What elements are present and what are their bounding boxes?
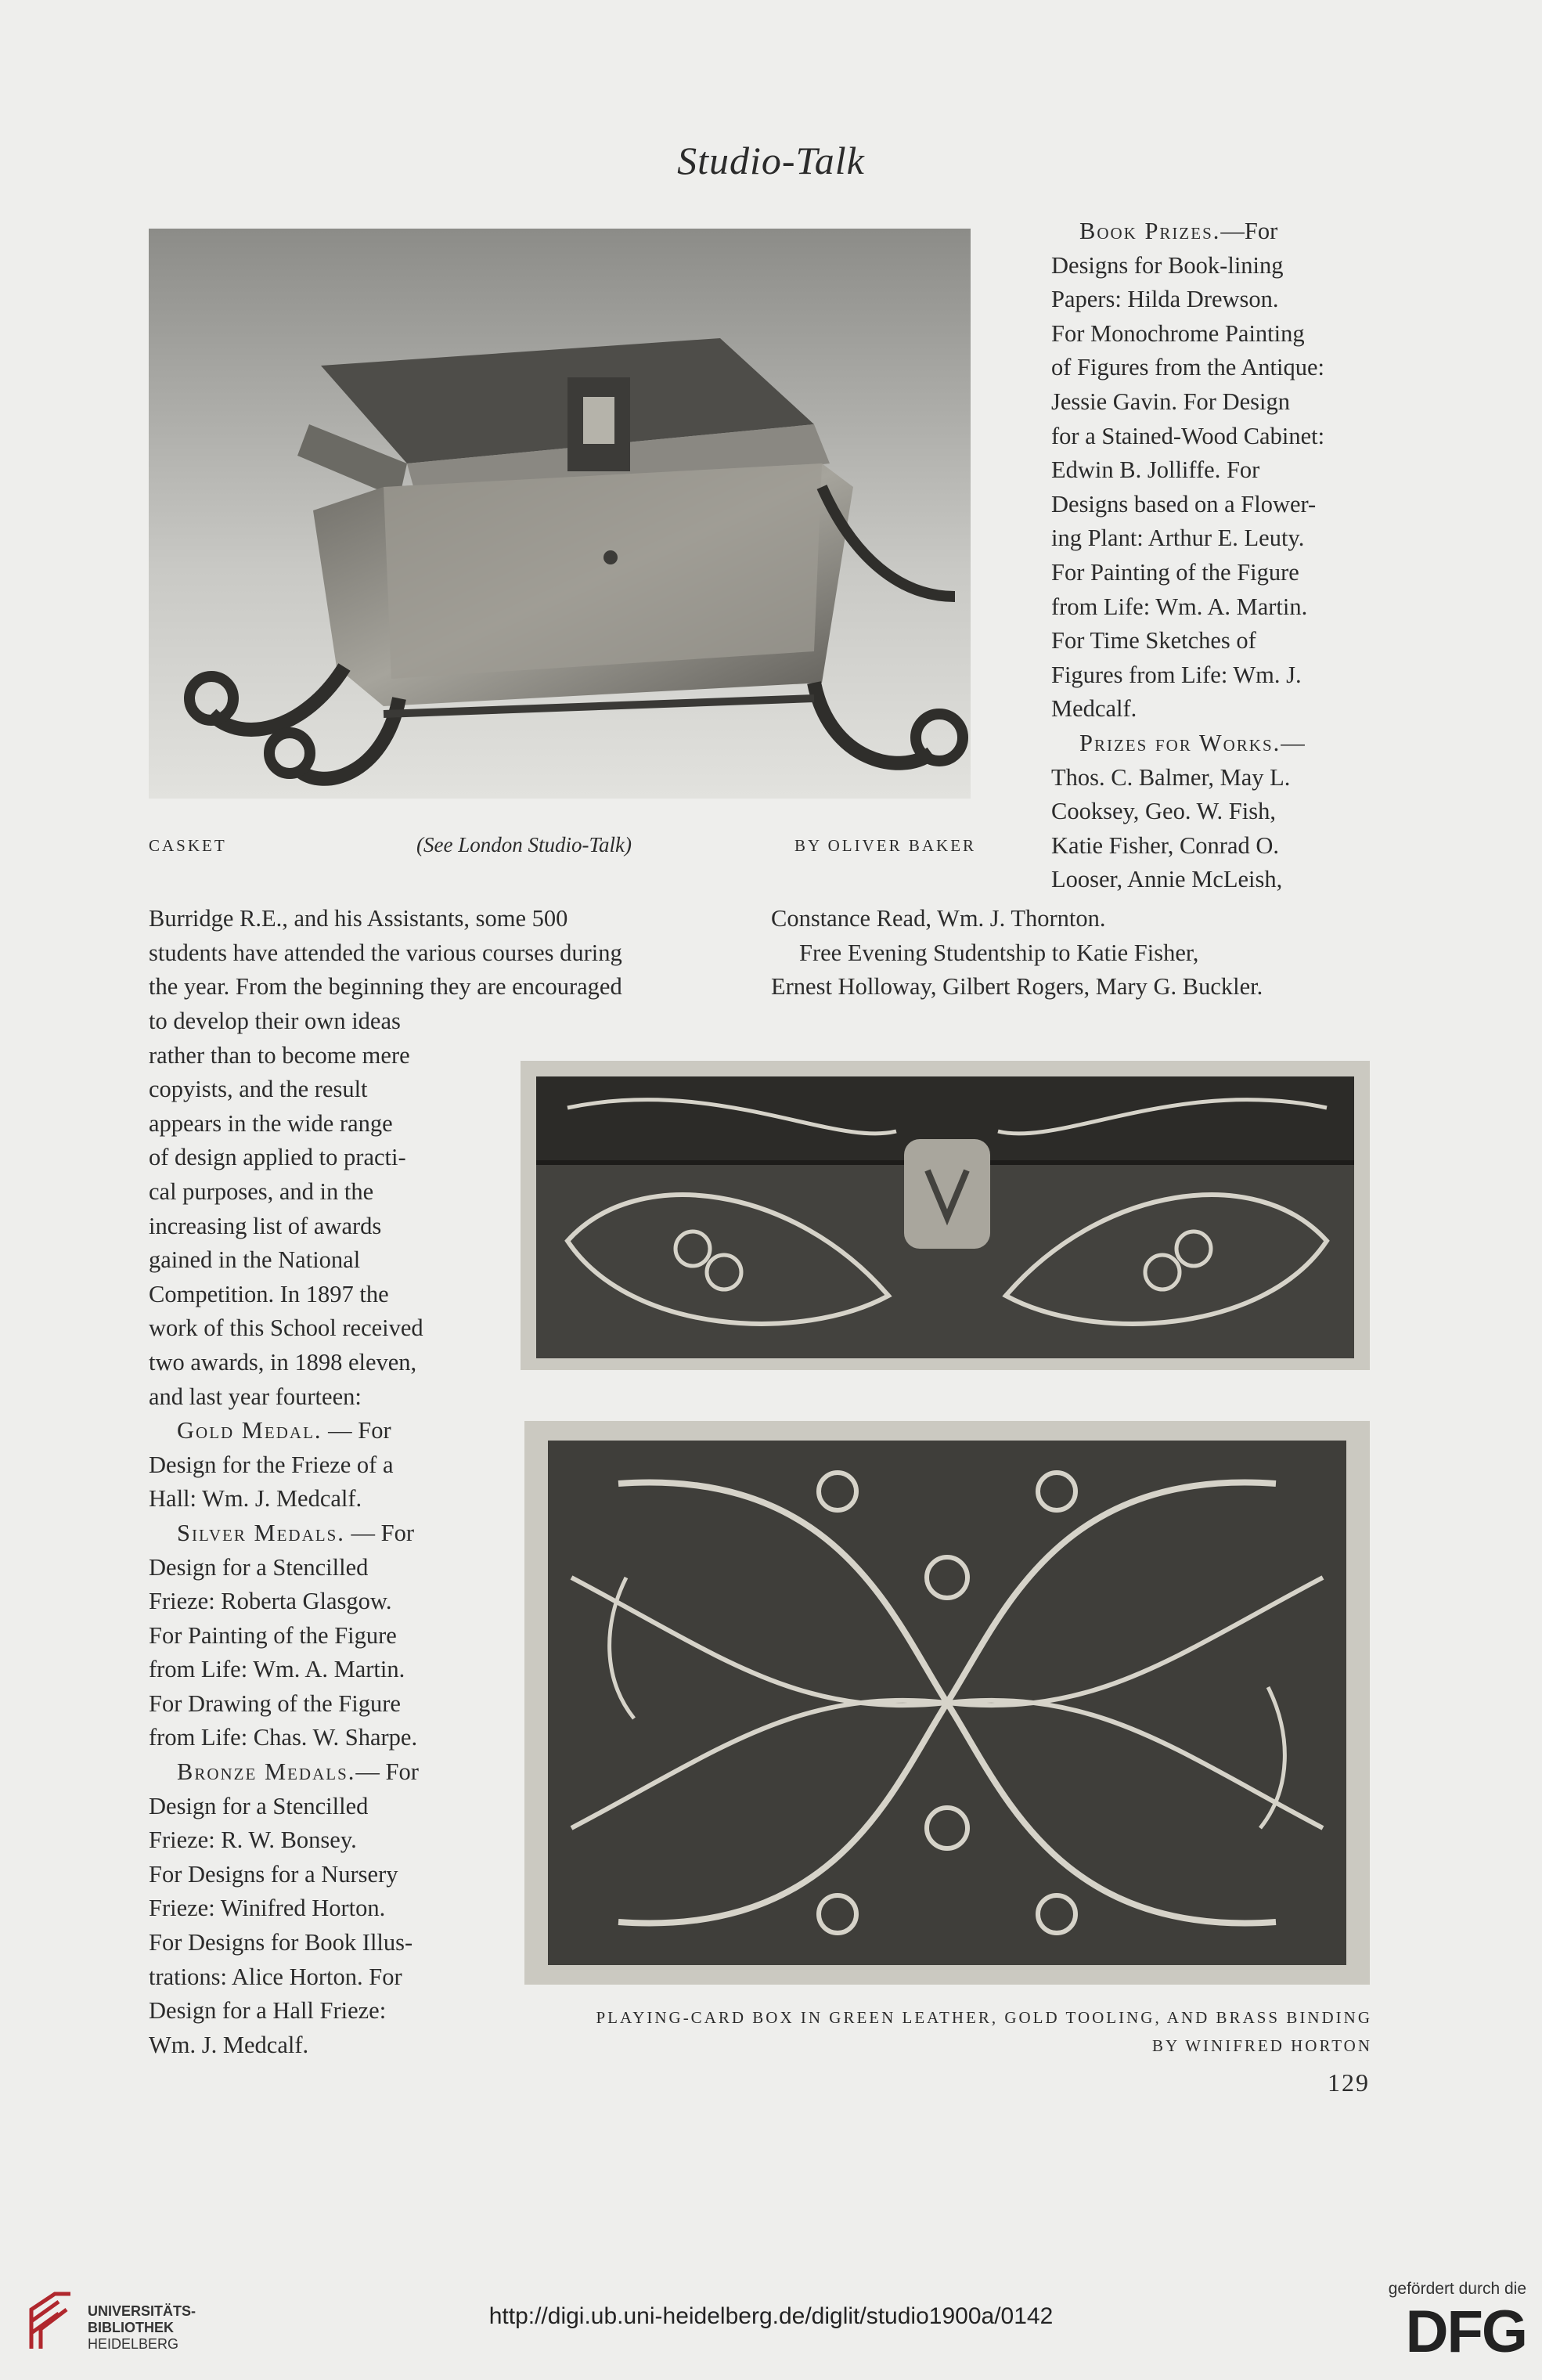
bronze-medals-heading: Bronze Medals. bbox=[177, 1758, 356, 1786]
text-line: from Life: Wm. A. Martin. bbox=[149, 1656, 405, 1683]
text-line: For Time Sketches of bbox=[1051, 627, 1256, 654]
text-line: Frieze: Winifred Horton. bbox=[149, 1895, 386, 1922]
text-line: For Drawing of the Figure bbox=[149, 1689, 401, 1717]
text-line: increasing list of awards bbox=[149, 1212, 382, 1239]
text-line: Katie Fisher, Conrad O. bbox=[1051, 831, 1280, 859]
text-line: Design for a Stencilled bbox=[149, 1792, 369, 1819]
text-line: Medcalf. bbox=[1051, 695, 1137, 723]
text-line: for a Stained-Wood Cabinet: bbox=[1051, 422, 1325, 449]
bronze-medals-line: Bronze Medals.— For bbox=[177, 1758, 419, 1786]
running-title: Studio-Talk bbox=[677, 139, 865, 182]
library-logo bbox=[23, 2286, 282, 2357]
text-line: to develop their own ideas bbox=[149, 1008, 401, 1034]
silver-medals-heading: Silver Medals. bbox=[177, 1519, 345, 1546]
text-line: Designs based on a Flower- bbox=[1051, 490, 1317, 517]
casket-caption-mid: (See London Studio-Talk) bbox=[416, 833, 632, 856]
page-number: 129 bbox=[1328, 2068, 1370, 2097]
card-box-lid-image bbox=[524, 1421, 1370, 1985]
text-line: Ernest Holloway, Gilbert Rogers, Mary G. Buckler. bbox=[771, 973, 1263, 1001]
text-line: Competition. In 1897 the bbox=[149, 1280, 389, 1307]
text-line: from Life: Chas. W. Sharpe. bbox=[149, 1724, 418, 1751]
text-line: gained in the National bbox=[149, 1246, 361, 1274]
right-column bbox=[1051, 215, 1372, 897]
text-line: from Life: Wm. A. Martin. bbox=[1051, 593, 1308, 620]
text-line: Design for a Stencilled bbox=[149, 1553, 369, 1581]
library-logo-line3: HEIDELBERG bbox=[88, 2336, 179, 2352]
text-line: For Designs for Book Illus- bbox=[149, 1929, 413, 1956]
casket-caption-left: CASKET bbox=[149, 836, 227, 855]
text-line: ing Plant: Arthur E. Leuty. bbox=[1051, 525, 1305, 552]
text-line: work of this School received bbox=[149, 1314, 423, 1342]
text-line: copyists, and the result bbox=[149, 1076, 368, 1103]
text-line: For Designs for a Nursery bbox=[149, 1860, 398, 1888]
text-line: Design for a Hall Frieze: bbox=[149, 1997, 387, 2025]
body-wide-right bbox=[771, 902, 1372, 1004]
text-line: For Painting of the Figure bbox=[1051, 558, 1299, 586]
text-line: Edwin B. Jolliffe. For bbox=[1051, 456, 1260, 484]
body-wide-left bbox=[149, 902, 736, 1004]
text-line: Papers: Hilda Drewson. bbox=[1051, 286, 1279, 313]
book-prizes-heading: Book Prizes. bbox=[1079, 218, 1221, 244]
text-line: Wm. J. Medcalf. bbox=[149, 2031, 309, 2058]
silver-medals-line: Silver Medals. — For bbox=[177, 1519, 415, 1546]
text-line: Cooksey, Geo. W. Fish, bbox=[1051, 798, 1276, 825]
left-column bbox=[149, 1004, 458, 2062]
library-logo-line2: BIBLIOTHEK bbox=[88, 2320, 174, 2335]
text-line: cal purposes, and in the bbox=[149, 1177, 374, 1205]
book-prizes-heading-line: Book Prizes.—For bbox=[1079, 218, 1278, 244]
footer-url-link[interactable]: http://digi.ub.uni-heidelberg.de/diglit/studio1900a/0142 bbox=[488, 2303, 1054, 2329]
gold-medal-line: Gold Medal. — For bbox=[177, 1417, 391, 1444]
text-fragment: For bbox=[380, 1519, 415, 1546]
card-box-caption-line2: BY WINIFRED HORTON bbox=[1151, 2036, 1372, 2055]
funded-by-text: gefördert durch die bbox=[1388, 2280, 1526, 2298]
text-line: Looser, Annie McLeish, bbox=[1051, 866, 1283, 893]
text-line: Constance Read, Wm. J. Thornton. bbox=[771, 905, 1106, 932]
gold-medal-heading: Gold Medal. bbox=[177, 1417, 322, 1444]
card-box-caption-line1: PLAYING-CARD BOX IN GREEN LEATHER, GOLD TOOLING, AND BRASS BINDING bbox=[596, 2008, 1372, 2027]
text-line: Frieze: Roberta Glasgow. bbox=[149, 1588, 392, 1615]
dfg-logo: DFG bbox=[1405, 2299, 1526, 2365]
text-line: Designs for Book-lining bbox=[1051, 251, 1284, 279]
text-line: Frieze: R. W. Bonsey. bbox=[149, 1826, 357, 1854]
text-line: Jessie Gavin. For Design bbox=[1051, 388, 1290, 415]
text-line: of Figures from the Antique: bbox=[1051, 354, 1325, 381]
text-line: For Monochrome Painting bbox=[1051, 319, 1305, 347]
text-line: Design for the Frieze of a bbox=[149, 1451, 394, 1478]
text-line: For Painting of the Figure bbox=[149, 1621, 397, 1649]
text-fragment: For bbox=[385, 1758, 419, 1786]
text-line: Thos. C. Balmer, May L. bbox=[1051, 763, 1291, 791]
text-line: students have attended the various courses during bbox=[149, 939, 622, 966]
text-fragment: For bbox=[358, 1417, 391, 1444]
text-line: rather than to become mere bbox=[149, 1041, 410, 1069]
card-box-side-image bbox=[521, 1061, 1370, 1370]
text-line: trations: Alice Horton. For bbox=[149, 1963, 402, 1990]
text-line: of design applied to practi- bbox=[149, 1144, 406, 1171]
library-logo-icon bbox=[23, 2286, 78, 2357]
casket-photo bbox=[149, 229, 971, 799]
prizes-works-heading: Prizes for Works. bbox=[1079, 729, 1281, 756]
text-line: Hall: Wm. J. Medcalf. bbox=[149, 1485, 362, 1513]
book-prizes-lines bbox=[1051, 249, 1372, 727]
text-line: and last year fourteen: bbox=[149, 1383, 362, 1410]
text-line: Burridge R.E., and his Assistants, some 500 bbox=[149, 905, 568, 932]
library-logo-line1: UNIVERSITÄTS- bbox=[88, 2303, 196, 2319]
text-line: appears in the wide range bbox=[149, 1109, 393, 1137]
prizes-works-heading-line: Prizes for Works.— bbox=[1079, 729, 1305, 756]
text-line: Free Evening Studentship to Katie Fisher, bbox=[799, 939, 1199, 966]
text-line: two awards, in 1898 eleven, bbox=[149, 1348, 417, 1376]
text-line: the year. From the beginning they are encouraged bbox=[149, 973, 622, 1001]
text-line: Figures from Life: Wm. J. bbox=[1051, 661, 1302, 688]
casket-caption-right: BY OLIVER BAKER bbox=[794, 836, 977, 855]
